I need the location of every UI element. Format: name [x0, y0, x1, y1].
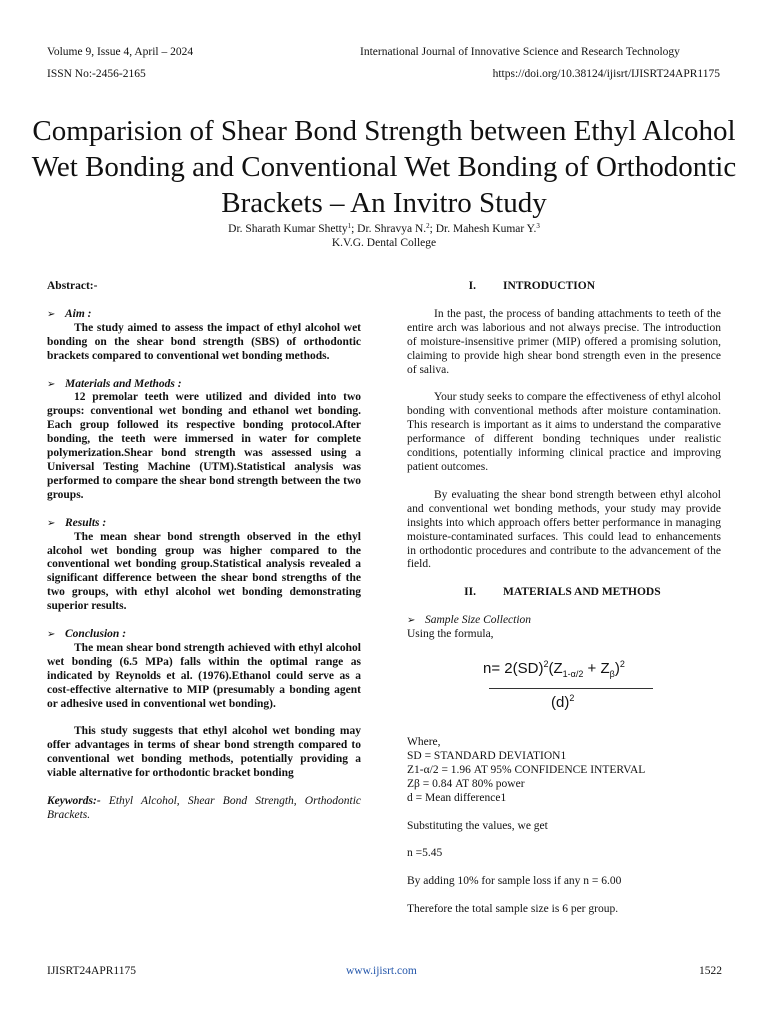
bullet-arrow-icon: ➢ — [47, 517, 56, 529]
volume-info: Volume 9, Issue 4, April – 2024 — [47, 46, 194, 58]
author-2: ; Dr. Shravya N. — [351, 223, 427, 235]
formula-z1-subscript: 1-α/2 — [562, 669, 584, 680]
author-1-affil: 1 — [347, 222, 352, 230]
footer-site-link[interactable]: www.ijisrt.com — [346, 965, 417, 977]
author-line — [0, 222, 768, 250]
sample-size-label: Sample Size Collection — [425, 614, 532, 627]
formula-exponent-2: 2 — [619, 659, 625, 670]
journal-name: International Journal of Innovative Science and Research Technology — [360, 46, 680, 58]
formula-zb-subscript: β — [609, 669, 615, 680]
methods-text: 12 premolar teeth were utilized and divided into two groups: conventional wet bonding and ethanol wet bonding. Each group followed its respective bonding protocol.After bonding, the teeth were immersed in water for complete polymerization.Shear bond strength was assessed using a Universal Testing Machine (UTM).Statistical analysis was performed to compare the shear bond strength between the two groups. — [47, 391, 361, 501]
author-2-affil: 2 — [426, 222, 430, 230]
abstract-column — [47, 280, 361, 823]
abstract-summary: This study suggests that ethyl alcohol wet bonding may offer advantages in terms of shear bond strength compared to conventional wet bonding methods, potentially providing a viable alternative for orthodontic bracket bonding — [47, 725, 361, 780]
where-label: Where, — [407, 736, 441, 749]
paper-title: Comparision of Shear Bond Strength between Ethyl Alcohol Wet Bonding and Conventional Wet Bonding of Orthodontic Brackets – An Invitro Study — [31, 115, 737, 220]
aim-label-line — [47, 308, 361, 322]
formula-numerator — [483, 658, 625, 682]
intro-heading — [407, 280, 721, 294]
formula-z1: (Z — [548, 660, 563, 678]
adjusted-n-text: By adding 10% for sample loss if any n = 6.00 — [407, 875, 622, 888]
author-1: Dr. Sharath Kumar Shetty — [228, 223, 348, 235]
keywords-text: Ethyl Alcohol, Shear Bond Strength, Orthodontic Brackets. — [47, 795, 362, 821]
methods-label-line — [47, 378, 361, 392]
results-label-line — [47, 517, 361, 531]
formula-denominator — [551, 692, 574, 710]
methods-heading — [407, 586, 721, 600]
body-column — [407, 280, 721, 917]
aim-text: The study aimed to assess the impact of ethyl alcohol wet bonding on the shear bond strength (SBS) of orthodontic brackets compared to conventional wet bonding methods. — [47, 321, 361, 362]
substituting-text: Substituting the values, we get — [407, 819, 548, 832]
sd-definition: SD = STANDARD DEVIATION1 — [407, 749, 567, 762]
methods-number: II. — [464, 586, 476, 599]
affiliation: K.V.G. Dental College — [331, 237, 437, 249]
intro-title: INTRODUCTION — [503, 280, 596, 292]
formula-plus-z: + Z — [583, 660, 610, 678]
results-text: The mean shear bond strength observed in the ethyl alcohol wet bonding group was higher compared to the conventional wet bonding group.Statistical analysis revealed a significant difference between the shear bond strengths of the two groups, with ethyl alcohol wet bonding demonstrating superior results. — [47, 530, 361, 613]
conclusion-label: Conclusion : — [65, 628, 127, 641]
formula-lhs: n= 2(SD) — [483, 660, 544, 678]
methods-label: Materials and Methods : — [65, 377, 182, 390]
intro-paragraph-1: In the past, the process of banding attachments to teeth of the entire arch was laborious and not always precise. The introduction of moisture-insensitive primer (MIP) offered a promising solution, claiming to provide high shear bond strength even in the presence of saliva. — [407, 307, 721, 376]
abstract-heading: Abstract:- — [47, 280, 98, 292]
author-3-affil: 3 — [536, 222, 540, 230]
conclusion-label-line — [47, 628, 361, 642]
formula-close-paren: ) — [614, 660, 620, 678]
intro-paragraph-3: By evaluating the shear bond strength between ethyl alcohol and conventional wet bonding methods, your study may provide insights into which approach offers better performance in managing moisture-contaminated surfaces. This could lead to enhancements in orthodontic procedures and contribute to the advancement of the field. — [407, 488, 721, 571]
sample-size-label-line — [407, 614, 721, 628]
bullet-arrow-icon: ➢ — [47, 629, 56, 641]
conclusion-text: The mean shear bond strength achieved with ethyl alcohol wet bonding (6.5 MPa) falls within the optimal range as indicated by Reynolds et al. (1976).Ethanol could serve as a cost-effective alternative to MIP (presumably a bonding agent or adhesive used in conventional wet bonding). — [47, 641, 361, 710]
formula-d-exponent: 2 — [569, 693, 575, 704]
doi-link[interactable]: https://doi.org/10.38124/ijisrt/IJISRT24APR1175 — [492, 68, 720, 80]
aim-label: Aim : — [65, 307, 92, 320]
fraction-bar — [489, 688, 653, 689]
keywords — [47, 795, 361, 823]
bullet-arrow-icon: ➢ — [47, 378, 56, 390]
sample-size-formula — [407, 652, 721, 730]
formula-exponent: 2 — [543, 659, 549, 670]
total-sample-text: Therefore the total sample size is 6 per group. — [407, 903, 619, 916]
footer-paper-code: IJISRT24APR1175 — [47, 965, 136, 977]
formula-d: (d) — [551, 694, 570, 712]
intro-paragraph-2: Your study seeks to compare the effectiveness of ethyl alcohol bonding with conventional methods after moisture contamination. This research is important as it aims to understand the comparative performance of different bonding techniques under realistic conditions, potentially informing clinical practice and improving patient outcomes. — [407, 391, 722, 473]
z1-definition: Z1-α/2 = 1.96 AT 95% CONFIDENCE INTERVAL — [407, 763, 646, 776]
bullet-arrow-icon: ➢ — [407, 615, 416, 627]
page-number: 1522 — [699, 965, 722, 977]
results-label: Results : — [65, 516, 107, 529]
d-definition: d = Mean difference1 — [407, 791, 507, 804]
issn: ISSN No:-2456-2165 — [47, 68, 146, 80]
author-3: ; Dr. Mahesh Kumar Y. — [429, 223, 537, 235]
zb-definition: Zβ = 0.84 AT 80% power — [407, 777, 525, 790]
keywords-label: Keywords:- — [47, 795, 101, 808]
using-formula-text: Using the formula, — [407, 628, 494, 641]
intro-number: I. — [468, 280, 476, 292]
n-value: n =5.45 — [407, 847, 443, 860]
methods-title: MATERIALS AND METHODS — [503, 586, 661, 599]
bullet-arrow-icon: ➢ — [47, 308, 56, 320]
